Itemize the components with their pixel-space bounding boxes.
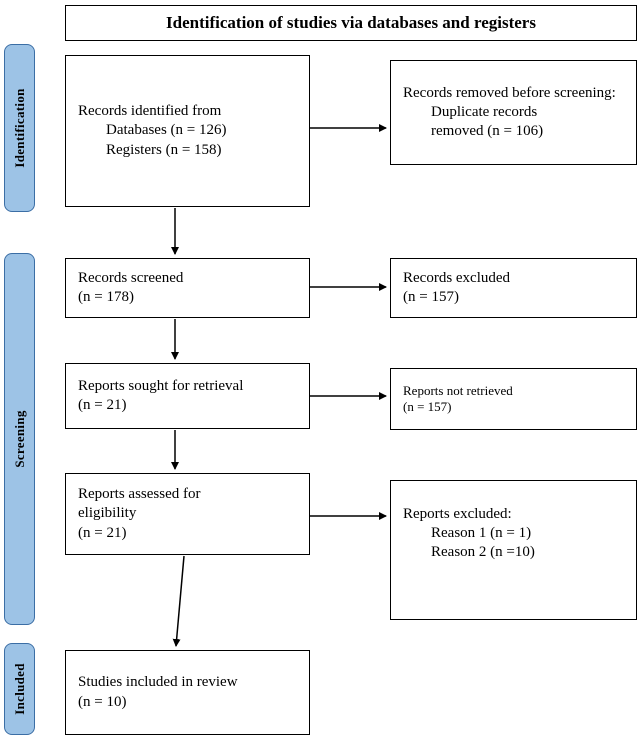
box-text-line: (n = 21) xyxy=(78,524,127,541)
box-records-identified xyxy=(65,55,310,207)
box-text-line: Records excluded xyxy=(403,269,511,286)
box-records-screened xyxy=(65,258,310,318)
box-reports-assessed xyxy=(65,473,310,555)
arrow-assessed-to-included xyxy=(176,556,184,646)
box-text-line: Registers (n = 158) xyxy=(106,141,222,158)
stage-label-screening-text: Screening xyxy=(11,410,27,468)
box-text-line: Reason 1 (n = 1) xyxy=(431,525,532,542)
box-text-line: Reports assessed for xyxy=(78,486,201,503)
box-text-line: Duplicate records xyxy=(431,103,538,120)
box-text-line: Reports sought for retrieval xyxy=(78,377,244,394)
stage-label-screening xyxy=(4,253,35,625)
box-records-excluded xyxy=(390,258,637,318)
box-text-line: Records identified from xyxy=(78,103,222,120)
box-text-line: Reports excluded: xyxy=(403,506,512,522)
box-reports-sought xyxy=(65,363,310,429)
box-reports-excluded xyxy=(390,480,637,620)
box-text-line: Studies included in review xyxy=(78,674,238,691)
box-text-line: (n = 10) xyxy=(78,693,127,710)
stage-label-included-text: Included xyxy=(11,663,27,715)
box-text-line: (n = 157) xyxy=(403,289,459,305)
box-studies-included xyxy=(65,650,310,735)
box-text-line: Reports not retrieved xyxy=(403,382,513,398)
box-text-line: (n = 21) xyxy=(78,397,127,413)
box-text-line: eligibility xyxy=(78,505,137,522)
stage-label-included xyxy=(4,643,35,735)
stage-label-identification-text: Identification xyxy=(11,88,27,168)
box-text-line: Records screened xyxy=(78,269,184,286)
box-reports-not-retrieved xyxy=(390,368,637,430)
diagram-title: Identification of studies via databases and registers xyxy=(166,13,536,32)
box-text-line: Records removed before screening: xyxy=(403,84,616,101)
box-text-line: Reason 2 (n =10) xyxy=(431,544,535,561)
box-text-line: Databases (n = 126) xyxy=(106,122,227,139)
box-text-line: (n = 178) xyxy=(78,289,134,305)
box-records-removed xyxy=(390,60,637,165)
box-text-line: removed (n = 106) xyxy=(431,123,544,140)
diagram-title-box xyxy=(65,5,637,41)
box-text-line: (n = 157) xyxy=(403,399,452,414)
stage-label-identification xyxy=(4,44,35,212)
